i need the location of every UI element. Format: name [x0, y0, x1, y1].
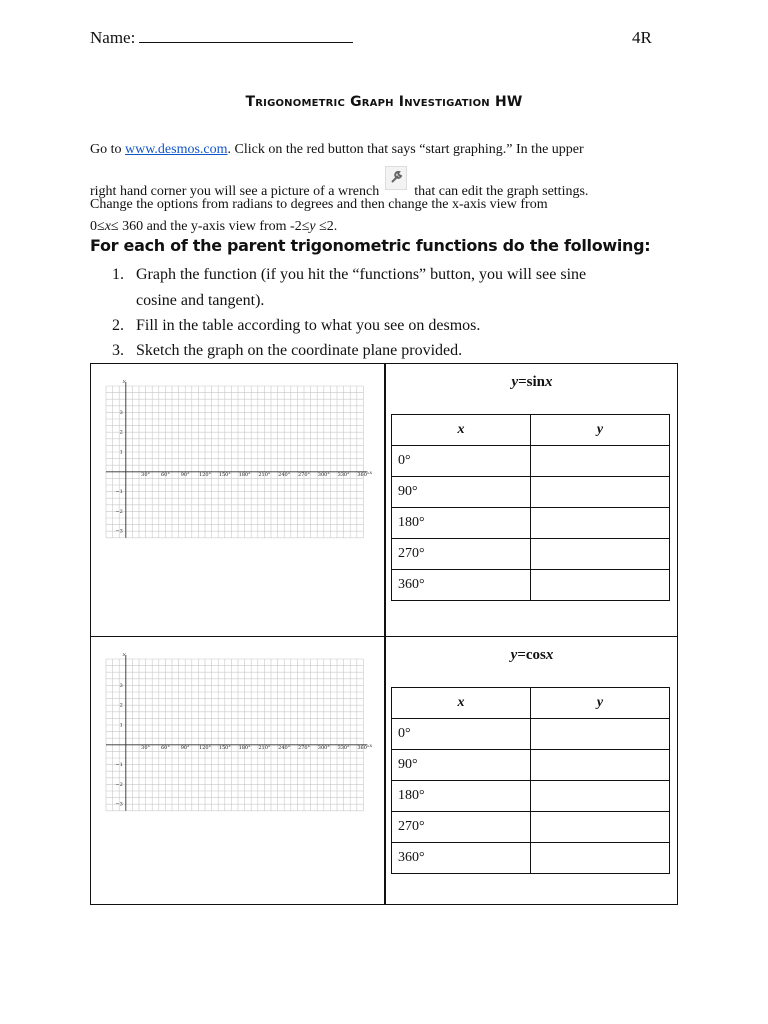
instructions-heading: For each of the parent trigonometric functions do the following:	[90, 236, 651, 255]
intro-line4-c: ≤2.	[315, 219, 338, 234]
x-tick-label: 210°	[258, 744, 271, 751]
x-tick-label: 270°	[297, 471, 311, 478]
step-2-num: 2.	[112, 317, 124, 334]
y-answer-cell[interactable]	[531, 446, 670, 477]
function-title-cos	[386, 647, 678, 664]
table-row	[392, 750, 670, 781]
intro-line2-b: that can edit the graph settings.	[414, 184, 589, 199]
table-row	[392, 539, 670, 570]
grid-divider-horizontal	[90, 636, 678, 637]
x-cell: 180°	[392, 508, 531, 539]
x-cell: 90°	[392, 750, 531, 781]
col-x-header: x	[392, 415, 531, 446]
y-tick-label: −3	[115, 801, 123, 808]
cos-value-table	[391, 687, 670, 874]
x-tick-label: 240°	[278, 471, 291, 478]
fn1-y: y	[511, 374, 519, 390]
x-cell: 0°	[392, 719, 531, 750]
x-cell: 90°	[392, 477, 531, 508]
coordinate-plane-sin[interactable]	[102, 380, 372, 545]
grid-divider-vertical	[384, 363, 386, 905]
x-tick-label: 360°	[357, 744, 370, 751]
fn2-eq: =cos	[517, 647, 546, 663]
table-row	[392, 719, 670, 750]
step-3	[112, 338, 462, 363]
x-cell: 270°	[392, 812, 531, 843]
sin-value-table	[391, 414, 670, 601]
x-tick-label: 30°	[141, 471, 151, 478]
step-2-text: Fill in the table according to what you see on desmos.	[136, 317, 481, 334]
step-1	[112, 262, 586, 287]
x-tick-label: 60°	[160, 471, 170, 478]
x-tick-label: 150°	[218, 744, 231, 751]
step-1-num: 1.	[112, 266, 124, 283]
x-cell: 0°	[392, 446, 531, 477]
step-3-num: 3.	[112, 342, 124, 359]
x-tick-label: 180°	[238, 471, 251, 478]
intro-line2-a: right hand corner you will see a picture of a wrench	[90, 184, 380, 199]
x-tick-label: 120°	[198, 471, 212, 478]
table-row	[392, 812, 670, 843]
col-y-header: y	[531, 415, 670, 446]
fn1-x: x	[545, 374, 553, 390]
x-tick-label: 210°	[258, 471, 271, 478]
y-answer-cell[interactable]	[531, 539, 670, 570]
y-tick-label: −3	[115, 528, 123, 535]
x-tick-label: 330°	[337, 744, 350, 751]
step-2	[112, 313, 480, 338]
period-label: 4R	[632, 28, 652, 47]
x-cell: 180°	[392, 781, 531, 812]
x-tick-label: 180°	[238, 744, 251, 751]
step-3-text: Sketch the graph on the coordinate plane provided.	[136, 342, 463, 359]
name-blank[interactable]	[139, 28, 353, 43]
y-answer-cell[interactable]	[531, 781, 670, 812]
table-row	[392, 446, 670, 477]
y-answer-cell[interactable]	[531, 750, 670, 781]
y-answer-cell[interactable]	[531, 570, 670, 601]
name-field[interactable]	[90, 28, 353, 48]
y-tick-label: −1	[115, 762, 123, 769]
x-axis-label: x	[369, 469, 372, 476]
table-row	[392, 570, 670, 601]
x-tick-label: 150°	[218, 471, 231, 478]
x-tick-label: 30°	[141, 744, 151, 751]
y-axis-label: y	[122, 380, 126, 384]
intro-line4-a: 0≤	[90, 219, 105, 234]
y-tick-label: −2	[115, 781, 123, 788]
fn2-y: y	[510, 647, 518, 663]
intro-line-1	[90, 141, 670, 158]
x-tick-label: 270°	[297, 744, 311, 751]
step-1-text: Graph the function (if you hit the “functions” button, you will see sine	[136, 266, 587, 283]
col-y-header: y	[531, 688, 670, 719]
x-cell: 270°	[392, 539, 531, 570]
y-tick-label: −2	[115, 508, 123, 515]
x-tick-label: 90°	[180, 471, 190, 478]
x-tick-label: 120°	[198, 744, 212, 751]
y-answer-cell[interactable]	[531, 508, 670, 539]
y-tick-label: 1	[119, 449, 123, 456]
wrench-icon	[385, 166, 407, 190]
desmos-link[interactable]: www.desmos.com	[125, 142, 228, 157]
x-tick-label: 360°	[357, 471, 370, 478]
fn1-eq: =sin	[518, 374, 546, 390]
y-tick-label: 2	[119, 702, 123, 709]
y-axis-label: y	[122, 653, 126, 657]
intro-line-3: Change the options from radians to degrees and then change the x-axis view from	[90, 197, 548, 212]
x-tick-label: 240°	[278, 744, 291, 751]
y-tick-label: 2	[119, 429, 123, 436]
table-row	[392, 508, 670, 539]
y-answer-cell[interactable]	[531, 843, 670, 874]
x-tick-label: 60°	[160, 744, 170, 751]
y-answer-cell[interactable]	[531, 477, 670, 508]
table-header-row	[392, 688, 670, 719]
table-header-row	[392, 415, 670, 446]
x-tick-label: 300°	[317, 471, 330, 478]
intro-line4-b: ≤ 360 and the y-axis view from -2≤	[110, 219, 310, 234]
x-tick-label: 90°	[180, 744, 190, 751]
table-row	[392, 781, 670, 812]
y-tick-label: −1	[115, 489, 123, 496]
x-tick-label: 330°	[337, 471, 350, 478]
y-answer-cell[interactable]	[531, 719, 670, 750]
x-cell: 360°	[392, 843, 531, 874]
x-tick-label: 300°	[317, 744, 330, 751]
page-title: Trigonometric Graph Investigation HW	[245, 94, 523, 110]
intro-go-to: Go to	[90, 142, 125, 157]
y-answer-cell[interactable]	[531, 812, 670, 843]
intro-after-link: . Click on the red button that says “start graphing.” In the upper	[227, 142, 584, 157]
intro-line4-y: y	[309, 219, 316, 234]
table-row	[392, 843, 670, 874]
name-label: Name:	[90, 28, 136, 47]
col-x-header: x	[392, 688, 531, 719]
coordinate-plane-cos[interactable]	[102, 653, 372, 818]
step-1-cont: cosine and tangent).	[136, 292, 265, 309]
intro-line4-x: x	[104, 219, 111, 234]
x-axis-label: x	[369, 742, 372, 749]
y-tick-label: 3	[119, 682, 123, 689]
y-tick-label: 1	[119, 722, 123, 729]
x-cell: 360°	[392, 570, 531, 601]
fn2-x: x	[545, 647, 554, 663]
intro-line-4	[90, 218, 670, 235]
y-tick-label: 3	[119, 409, 123, 416]
table-row	[392, 477, 670, 508]
function-title-sin	[386, 374, 678, 391]
